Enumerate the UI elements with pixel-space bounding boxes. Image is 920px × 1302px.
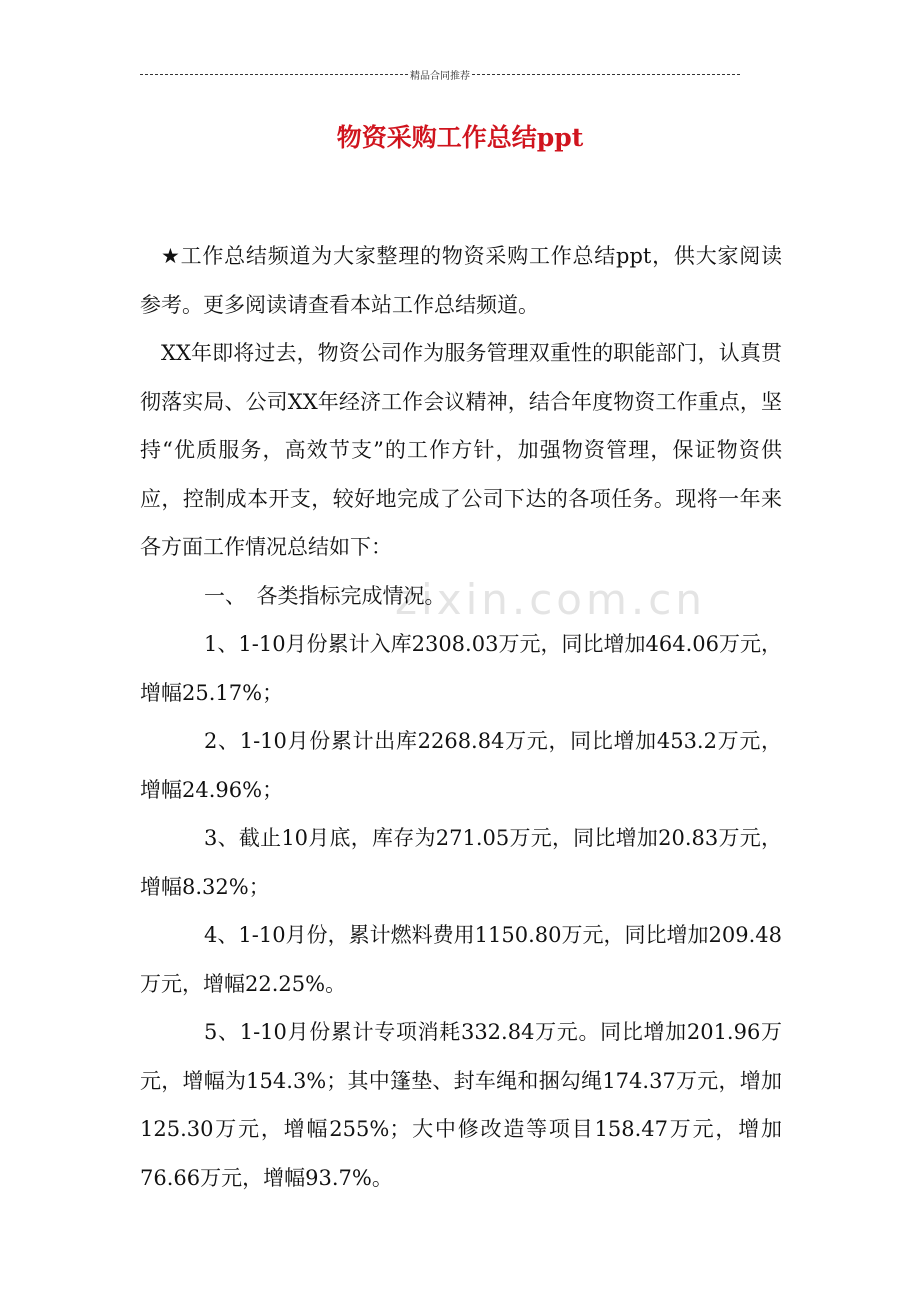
list-item-3: 3、截止10月底，库存为271.05万元，同比增加20.83万元，增幅8.32%； bbox=[140, 826, 782, 899]
intro-text: 工作总结频道为大家整理的物资采购工作总结ppt，供大家阅读参考。更多阅读请查看本站工作总结频道。 bbox=[140, 244, 783, 317]
list-item-1: 1、1-10月份累计入库2308.03万元，同比增加464.06万元，增幅25.17%； bbox=[140, 632, 782, 705]
section-heading: 一、 各类指标完成情况。 bbox=[204, 583, 446, 608]
list-item-5: 5、1-10月份累计专项消耗332.84万元。同比增加201.96万元，增幅为154.3%；其中篷垫、封车绳和捆勾绳174.37万元，增加125.30万元，增幅255%；大中修改造等项目158.47万元，增加76.66万元，增幅93.7%。 bbox=[140, 1020, 782, 1190]
paragraph-overview: XX年即将过去，物资公司作为服务管理双重性的职能部门，认真贯彻落实局、公司XX年经济工作会议精神，结合年度物资工作重点，坚持“优质服务，高效节支”的工作方针，加强物资管理，保证物资供应，控制成本开支，较好地完成了公司下达的各项任务。现将一年来各方面工作情况总结如下： bbox=[140, 341, 782, 559]
intro-paragraph bbox=[140, 232, 782, 329]
star-icon: ★ bbox=[161, 244, 181, 268]
watermark: zixin.com.cn bbox=[395, 575, 706, 624]
header-dash-right bbox=[472, 74, 740, 75]
list-item-4: 4、1-10月份，累计燃料费用1150.80万元，同比增加209.48万元，增幅22.25%。 bbox=[140, 923, 782, 996]
list-item-2: 2、1-10月份累计出库2268.84万元，同比增加453.2万元，增幅24.96%； bbox=[140, 729, 782, 802]
document-title: 物资采购工作总结ppt bbox=[336, 123, 584, 152]
header-label: 精品合同推荐 bbox=[410, 70, 470, 82]
page-header bbox=[140, 66, 740, 82]
document-body bbox=[140, 232, 782, 1202]
header-dash-left bbox=[140, 74, 408, 75]
